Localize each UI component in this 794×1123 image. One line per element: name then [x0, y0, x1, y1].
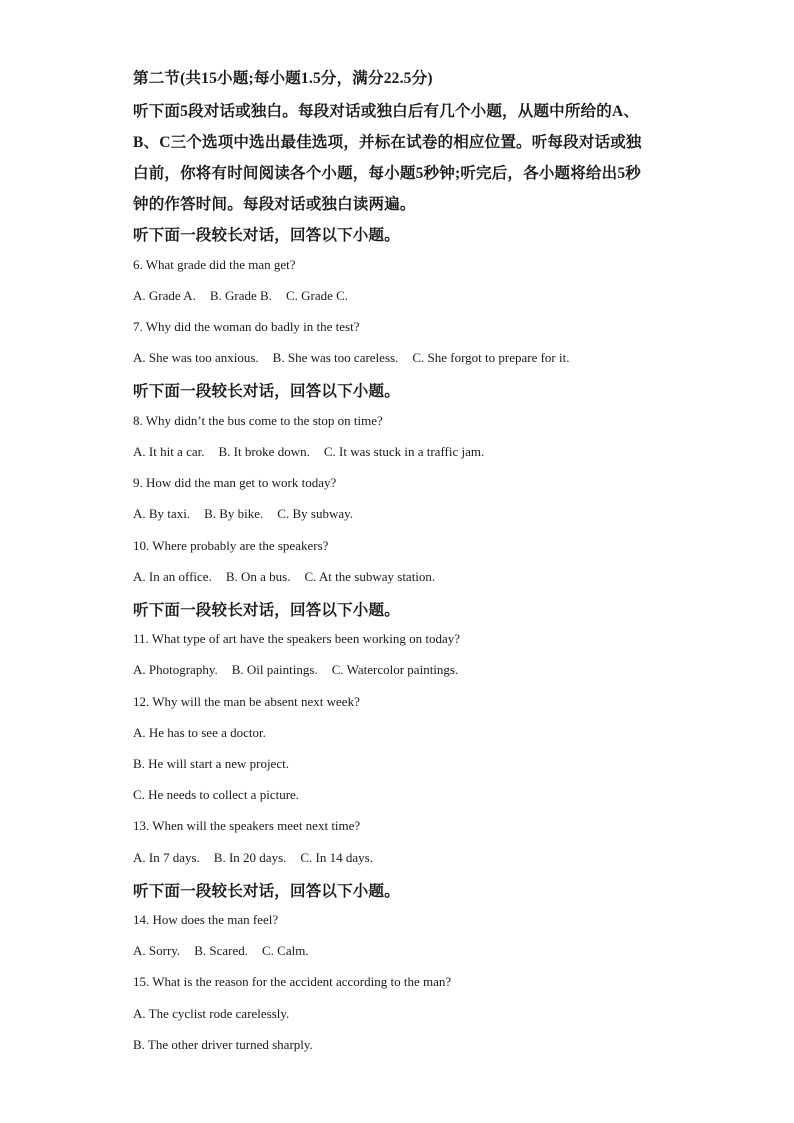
option-c: C. At the subway station.	[304, 569, 436, 584]
option-a: A. He has to see a doctor.	[133, 725, 266, 740]
option-c: C. He needs to collect a picture.	[133, 787, 300, 802]
question-10: 10. Where probably are the speakers?	[133, 538, 329, 553]
instruction-line: 听下面5段对话或独白。每段对话或独白后有几个小题，从题中所给的A、	[133, 103, 640, 120]
option-c: C. In 14 days.	[300, 850, 373, 865]
question-12: 12. Why will the man be absent next week?	[133, 694, 360, 709]
question-7: 7. Why did the woman do badly in the test?	[133, 319, 360, 334]
option-b: B. In 20 days.	[213, 850, 287, 865]
question-9: 9. How did the man get to work today?	[133, 475, 337, 490]
section-title: 第二节(共15小题;每小题1.5分，满分22.5分)	[133, 70, 433, 87]
option-a: A. She was too anxious.	[133, 350, 259, 365]
option-c: C. She forgot to prepare for it.	[412, 350, 570, 365]
option-a: A. It hit a car.	[133, 444, 205, 459]
question-11: 11. What type of art have the speakers been working on today?	[133, 631, 461, 646]
option-a: A. In an office.	[133, 569, 212, 584]
options-9	[133, 506, 367, 522]
question-13: 13. When will the speakers meet next time?	[133, 818, 361, 833]
option-a: A. In 7 days.	[133, 850, 200, 865]
question-8: 8. Why didn’t the bus come to the stop on time?	[133, 413, 383, 428]
options-8	[133, 444, 498, 460]
dialogue-heading: 听下面一段较长对话，回答以下小题。	[133, 227, 400, 244]
question-14: 14. How does the man feel?	[133, 912, 279, 927]
option-a: A. By taxi.	[133, 506, 191, 521]
option-b: B. She was too careless.	[272, 350, 399, 365]
option-c: C. By subway.	[277, 506, 354, 521]
option-b: B. Grade B.	[209, 288, 272, 303]
option-b: B. Scared.	[194, 943, 248, 958]
option-b: B. The other driver turned sharply.	[133, 1037, 313, 1052]
option-a: A. Sorry.	[133, 943, 181, 958]
option-b: B. On a bus.	[225, 569, 291, 584]
option-c: C. Calm.	[261, 943, 309, 958]
option-b: B. It broke down.	[218, 444, 310, 459]
dialogue-heading: 听下面一段较长对话，回答以下小题。	[133, 883, 400, 900]
options-6	[133, 288, 362, 304]
option-a: A. Grade A.	[133, 288, 196, 303]
question-6: 6. What grade did the man get?	[133, 257, 296, 272]
question-15: 15. What is the reason for the accident according to the man?	[133, 974, 452, 989]
option-b: B. Oil paintings.	[231, 662, 318, 677]
option-c: C. Watercolor paintings.	[331, 662, 459, 677]
options-7	[133, 350, 583, 366]
option-a: A. The cyclist rode carelessly.	[133, 1006, 290, 1021]
option-b: B. By bike.	[204, 506, 264, 521]
option-b: B. He will start a new project.	[133, 756, 289, 771]
instruction-line: B、C三个选项中选出最佳选项，并标在试卷的相应位置。听每段对话或独	[133, 134, 642, 151]
instruction-line: 钟的作答时间。每段对话或独白读两遍。	[133, 196, 416, 213]
option-a: A. Photography.	[133, 662, 218, 677]
option-c: C. It was stuck in a traffic jam.	[323, 444, 485, 459]
options-14	[133, 943, 323, 959]
dialogue-heading: 听下面一段较长对话，回答以下小题。	[133, 383, 400, 400]
option-c: C. Grade C.	[285, 288, 349, 303]
options-10	[133, 569, 449, 585]
instruction-line: 白前，你将有时间阅读各个小题，每小题5秒钟;听完后，各小题将给出5秒	[133, 165, 641, 182]
options-11	[133, 662, 472, 678]
dialogue-heading: 听下面一段较长对话，回答以下小题。	[133, 602, 400, 619]
options-13	[133, 850, 387, 866]
